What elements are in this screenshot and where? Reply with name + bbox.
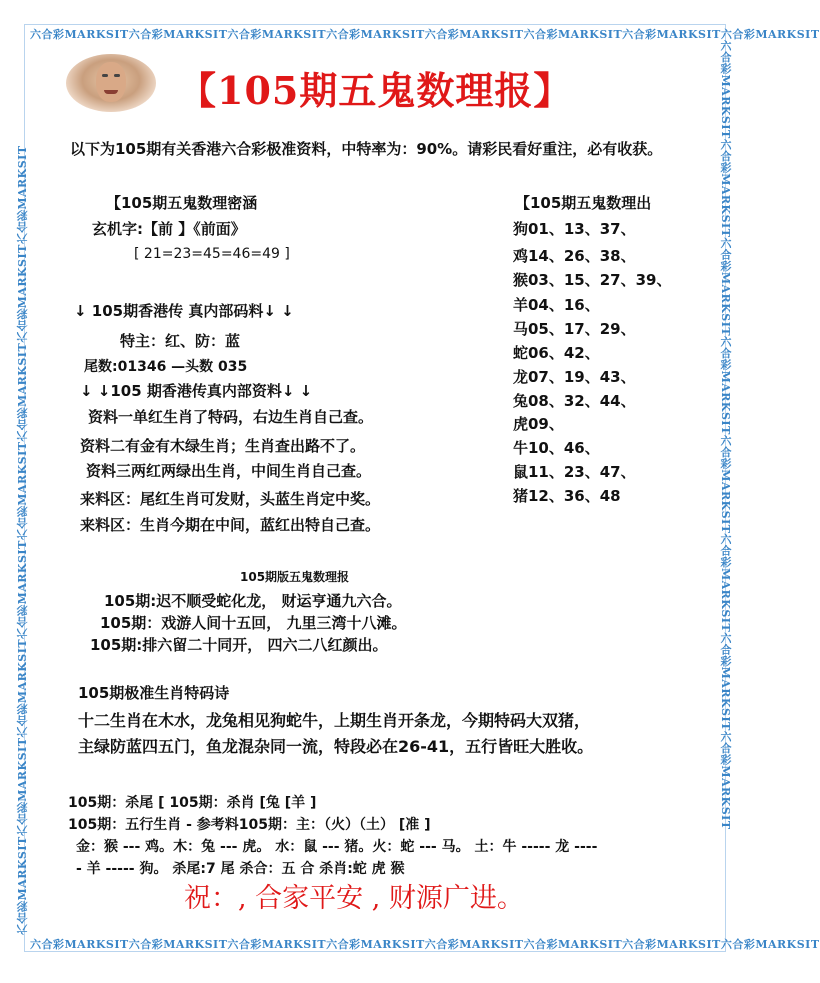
- page-title: 【105期五鬼数理报】: [178, 68, 573, 113]
- watermark-top: 六合彩MARKSIT六合彩MARKSIT六合彩MARKSIT六合彩MARKSIT六合彩MARKSIT六合彩MARKSIT六合彩MARKSIT六合彩MARKSIT: [30, 28, 820, 41]
- secret-xuanji: 玄机字:【前 】《前面》: [92, 220, 246, 238]
- zodiac-item: 猪12、36、48: [513, 487, 621, 505]
- zodiac-item: 猴03、15、27、39、: [513, 271, 672, 289]
- insider2-row-4: [80, 488, 380, 509]
- portrait-eye-right: [114, 74, 120, 77]
- intro-text: 以下为105期有关香港六合彩极准资料，中特率为：90%。请彩民看好重注，必有收获。: [70, 140, 663, 158]
- poem-line-1: 十二生肖在木水，龙兔相见狗蛇牛，上期生肖开条龙，今期特码大双猪，: [78, 711, 591, 730]
- insider2-row-2: [80, 435, 365, 456]
- portrait-eye-left: [102, 74, 108, 77]
- zodiac-title: 【105期五鬼数理出: [515, 194, 652, 212]
- insider2-row-text: 生肖今期在中间，蓝红出特自己查。: [140, 516, 381, 534]
- secret-title: 【105期五鬼数理密涵: [106, 194, 258, 212]
- insider2-row-label: 资料二: [80, 437, 126, 455]
- blessing-text: 祝：, 合家平安 , 财源广进。: [184, 883, 524, 914]
- insider2-title: ↓ ↓105 期香港传真内部资料↓ ↓: [80, 382, 313, 400]
- insider2-row-text: 有金有木绿生肖；生肖查出路不了。: [125, 437, 366, 455]
- ghost-section-title: 105期版五鬼数理报: [240, 570, 350, 584]
- zodiac-item: 兔08、32、44、: [513, 392, 636, 410]
- portrait-mouth: [104, 90, 118, 94]
- ghost-line-2: 105期：戏游人间十五回， 九里三湾十八滩。: [100, 614, 407, 632]
- watermark-bottom: 六合彩MARKSIT六合彩MARKSIT六合彩MARKSIT六合彩MARKSIT六合彩MARKSIT六合彩MARKSIT六合彩MARKSIT六合彩MARKSIT: [30, 938, 820, 951]
- insider2-row-label: 来料区：: [80, 490, 141, 508]
- zodiac-item: 蛇06、42、: [513, 344, 600, 362]
- poem-title: 105期极准生肖特码诗: [78, 684, 230, 702]
- elements-mapping-line-2: - 羊 ----- 狗。 杀尾:7 尾 杀合：五 合 杀肖:蛇 虎 猴: [76, 861, 405, 877]
- watermark-left: 六合彩MARKSIT六合彩MARKSIT六合彩MARKSIT六合彩MARKSIT六合彩MARKSIT六合彩MARKSIT六合彩MARKSIT六合彩MARKSIT: [16, 145, 29, 935]
- kill-tail-line: 105期：杀尾 [ 105期：杀肖 [兔 [羊 ]: [68, 795, 317, 811]
- secret-formula: [ 21=23=45=46=49 ]: [134, 246, 290, 262]
- portrait-face: [96, 62, 126, 102]
- ghost-line-3: 105期:排六留二十同开， 四六二八红颜出。: [90, 636, 388, 654]
- zodiac-item: 羊04、16、: [513, 296, 600, 314]
- portrait-photo: [66, 54, 156, 112]
- insider2-row-text: 单红生肖了特码，右边生肖自己查。: [133, 408, 374, 426]
- insider1-special: 特主：红、防：蓝: [120, 332, 241, 350]
- watermark-right: 六合彩MARKSIT六合彩MARKSIT六合彩MARKSIT六合彩MARKSIT六合彩MARKSIT六合彩MARKSIT六合彩MARKSIT六合彩MARKSIT: [719, 40, 732, 830]
- insider1-tail: 尾数:01346 —头数 035: [84, 359, 248, 375]
- zodiac-item: 牛10、46、: [513, 439, 600, 457]
- insider2-row-1: [88, 406, 373, 427]
- zodiac-item: 鸡14、26、38、: [513, 247, 636, 265]
- ghost-line-1: 105期:迟不顺受蛇化龙， 财运亨通九六合。: [104, 592, 402, 610]
- zodiac-item: 虎09、: [513, 415, 564, 433]
- insider2-row-text: 尾红生肖可发财，头蓝生肖定中奖。: [140, 490, 381, 508]
- zodiac-item: 鼠11、23、47、: [513, 463, 636, 481]
- insider2-row-label: 资料三: [86, 462, 132, 480]
- insider2-row-label: 来料区：: [80, 516, 141, 534]
- poem-line-2: 主绿防蓝四五门，鱼龙混杂同一流，特段必在26-41，五行皆旺大胜收。: [78, 737, 594, 756]
- insider2-row-5: [80, 514, 380, 535]
- insider2-row-text: 两红两绿出生肖，中间生肖自己查。: [131, 462, 372, 480]
- elements-mapping-line: 金：猴 --- 鸡。木：兔 --- 虎。 水：鼠 --- 猪。火：蛇 --- 马。 土：牛 ----- 龙 ----: [76, 839, 598, 855]
- zodiac-item: 马05、17、29、: [513, 320, 636, 338]
- zodiac-item: 狗01、13、37、: [513, 220, 636, 238]
- insider2-row-3: [86, 460, 371, 481]
- zodiac-item: 龙07、19、43、: [513, 368, 636, 386]
- insider2-row-label: 资料一: [88, 408, 134, 426]
- five-elements-line: 105期：五行生肖 - 参考料105期：主：（火）（土） [准 ]: [68, 817, 431, 833]
- insider1-title: ↓ 105期香港传 真内部码料↓ ↓: [74, 302, 294, 320]
